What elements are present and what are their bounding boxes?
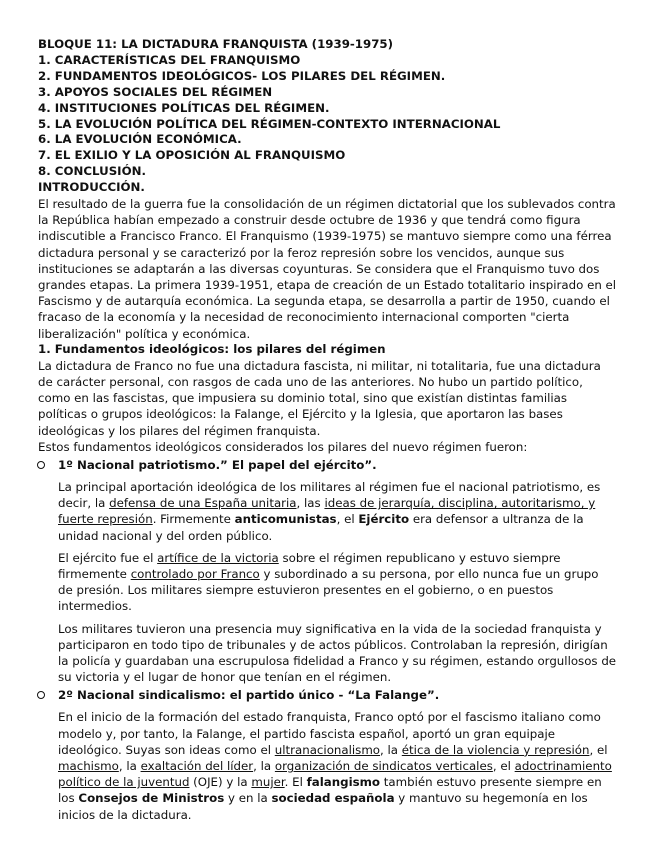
index-item-7: 7. EL EXILIO Y LA OPOSICIÓN AL FRANQUISMO (38, 148, 346, 163)
text-line: su victoria y el lugar de honor que tenían en el régimen. (58, 670, 392, 685)
text-line: Los militares tuvieron una presencia muy significativa en la vida de la sociedad franquista y (58, 621, 602, 636)
text-line: Fascismo y de autarquía económica. La segunda etapa, se desarrolla a partir de 1950, cuando el (38, 294, 610, 309)
text-line: político de la juventud (OJE) y la mujer. El falangismo también estuvo presente siempre en (58, 775, 602, 790)
bullet-title: 1º Nacional patriotismo.” El papel del ejército”. (58, 458, 377, 473)
index-item-5: 5. LA EVOLUCIÓN POLÍTICA DEL RÉGIMEN-CONTEXTO INTERNACIONAL (38, 116, 501, 131)
text-line: los Consejos de Ministros y en la sociedad española y mantuvo su hegemonía en los (58, 791, 588, 806)
index-item-4: 4. INSTITUCIONES POLÍTICAS DEL RÉGIMEN. (38, 100, 330, 115)
introduction-heading: INTRODUCCIÓN. (38, 180, 145, 195)
text-line: dictadura personal y se caracterizó por la feroz represión sobre los vencidos, aunque sus (38, 245, 565, 260)
section-1-heading: 1. Fundamentos ideológicos: los pilares del régimen (38, 341, 386, 356)
document-page (38, 37, 628, 823)
index-item-1: 1. CARACTERÍSTICAS DEL FRANQUISMO (38, 52, 301, 67)
index-item-3: 3. APOYOS SOCIALES DEL RÉGIMEN (38, 84, 273, 99)
text-line: La principal aportación ideológica de los militares al régimen fue el nacional patriotismo, es (58, 480, 601, 495)
paragraph-patriotism-3 (58, 621, 628, 686)
text-line: unidad nacional y del orden público. (58, 528, 273, 543)
text-line: firmemente controlado por Franco y subordinado a su persona, por ello nunca fue un grupo (58, 567, 599, 582)
text-line: intermedios. (58, 599, 132, 614)
text-line: fracaso de la economía y la necesidad de reconocimiento internacional comporten "cierta (38, 310, 570, 325)
text-line: participaron en todo tipo de tribunales y de actos públicos. Controlaban la represión, dirigían (58, 637, 608, 652)
text-line: El ejército fue el artífice de la victoria sobre el régimen republicano y estuvo siempre (58, 550, 561, 565)
text-line: El resultado de la guerra fue la consolidación de un régimen dictatorial que los sublevados contra (38, 197, 616, 212)
text-line: políticas o grupos ideológicos: la Falange, el Ejército y la Iglesia, que aportaron las bases (38, 407, 563, 422)
paragraph-patriotism-1 (58, 479, 628, 544)
text-line: ideológico. Suyas son ideas como el ultranacionalismo, la ética de la violencia y represión, el (58, 742, 608, 757)
text-line: liberalización" política y económica. (38, 326, 251, 341)
index-item-2: 2. FUNDAMENTOS IDEOLÓGICOS- LOS PILARES DEL RÉGIMEN. (38, 68, 446, 83)
text-line: La dictadura de Franco no fue una dictadura fascista, ni militar, ni totalitaria, fue una dictadura (38, 358, 601, 373)
paragraph-patriotism-2 (58, 550, 628, 615)
text-line: de presión. Los militares siempre estuvieron presentes en el gobierno, o en puestos (58, 583, 554, 598)
text-line: decir, la defensa de una España unitaria, las ideas de jerarquía, disciplina, autoritarismo, y (58, 496, 596, 511)
circle-bullet-icon (37, 461, 45, 469)
bullet-item-national-patriotism (38, 457, 628, 473)
circle-bullet-icon (37, 691, 45, 699)
text-line: Estos fundamentos ideológicos considerados los pilares del nuevo régimen fueron: (38, 439, 528, 454)
index-item-8: 8. CONCLUSIÓN. (38, 164, 146, 179)
text-line: indiscutible a Francisco Franco. El Franquismo (1939-1975) se mantuvo siempre como una férrea (38, 229, 612, 244)
bullet-item-national-syndicalism (38, 687, 628, 703)
text-line: ideológicas y los pilares del régimen franquista. (38, 423, 321, 438)
text-line: machismo, la exaltación del líder, la organización de sindicatos verticales, el adoctrinamiento (58, 759, 612, 774)
text-line: la policía y guardaban una escrupulosa fidelidad a Franco y su régimen, estando orgullosos de (58, 654, 617, 669)
text-line: modelo y, por tanto, la Falange, el partido fascista español, aportó un gran equipaje (58, 726, 556, 741)
text-line: inicios de la dictadura. (58, 807, 192, 822)
text-line: de carácter personal, con rasgos de cada uno de las anteriores. No hubo un partido político, (38, 375, 583, 389)
index-item-6: 6. LA EVOLUCIÓN ECONÓMICA. (38, 132, 242, 147)
section-1-paragraph (38, 358, 628, 455)
text-line: fuerte represión. Firmemente anticomunistas, el Ejército era defensor a ultranza de la (58, 512, 584, 527)
bullet-title: 2º Nacional sindicalismo: el partido único - “La Falange”. (58, 688, 440, 703)
paragraph-falange (58, 709, 628, 822)
text-line: la República habían empezado a construir desde octubre de 1936 y que tendrá como figura (38, 213, 581, 228)
text-line: instituciones se adaptarán a las diversas coyunturas. Se considera que el Franquismo tuvo dos (38, 261, 600, 276)
text-line: como en las fascistas, que impusiera su dominio total, sino que existían distintas familias (38, 391, 568, 406)
text-line: En el inicio de la formación del estado franquista, Franco optó por el fascismo italiano como (58, 710, 601, 725)
document-title: BLOQUE 11: LA DICTADURA FRANQUISTA (1939-1975) (38, 37, 394, 51)
text-line: grandes etapas. La primera 1939-1951, etapa de creación de un Estado totalitario inspirado en el (38, 278, 617, 293)
introduction-paragraph (38, 196, 628, 342)
